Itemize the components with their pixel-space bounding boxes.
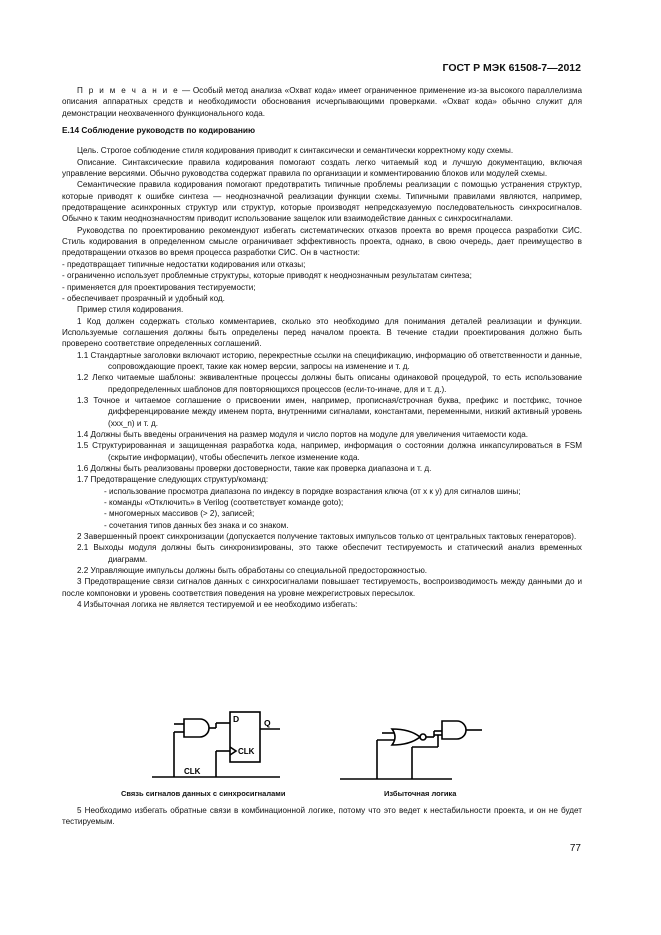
ff-q-label: Q xyxy=(264,718,271,728)
main-content xyxy=(62,85,582,610)
item-3: 3 Предотвращение связи сигналов данных с синхросигналами повышает тестируемость, воспроизводимость между данными до и после компоновки и уровень соответствия поведения на уровне межрегистровых пересылок. xyxy=(62,577,582,598)
note-label: П р и м е ч а н и е xyxy=(77,86,180,95)
right-figure-caption: Избыточная логика xyxy=(384,789,457,798)
note-text: — Особый метод анализа «Охват кода» имеет ограниченное применение из-за высокого параллелизма описания аппаратных средств и необходимости обоснования исчерпывающими проверками. «Охват кода» обычно служит для демонстрации неохваченного функционального кода. xyxy=(62,86,582,118)
structure-item: - сочетания типов данных без знака и со знаком. xyxy=(62,520,582,531)
subitem: 1.7 Предотвращение следующих структур/команд: xyxy=(77,475,269,485)
subitem: 1.1 Стандартные заголовки включают историю, перекрестные ссылки на спецификацию, информацию об ответственности и данные, сопровождающие проект, такие как номер версии, запросы на изменение и т. д. xyxy=(77,350,582,371)
page-number: 77 xyxy=(569,843,581,854)
semantic-paragraph: Семантические правила кодирования помогают предотвратить типичные проблемы реализации с помощью устранения структур, которые приводят к ошибке синтеза — неоднозначной реализации функции схемы. Типичными правилами являются, например, предотвращение асинхронных структур или структур, которые производят непредсказуемую последовательность синхросигналов. Обычно к таким неоднозначностям приводит использование защелок или взаимодействие данных с синхросигналами. xyxy=(62,180,582,224)
guides-paragraph: Руководства по проектированию рекомендуют избегать систематических отказов проекта во время процесса разработки СИС. Стиль кодирования в определенном смысле ограничивает эффективность проекта, однако, в свою очередь, дает преимущество в предотвращении отказов во время процесса разработки СИС. Он в частности: xyxy=(62,225,582,258)
structure-item: - использование просмотра диапазона по индексу в порядке возрастания ключа (от x к y) для сигналов шины; xyxy=(62,486,582,497)
item-4: 4 Избыточная логика не является тестируемой и ее необходимо избегать: xyxy=(77,600,358,610)
note-paragraph xyxy=(62,85,582,119)
bottom-clk-label: CLK xyxy=(184,767,201,776)
bullet-item: - применяется для проектирования тестируемости; xyxy=(62,282,582,293)
and-gate-shape xyxy=(184,719,209,737)
structure-item: - многомерных массивов (> 2), записей; xyxy=(62,508,582,519)
nor-gate-shape xyxy=(392,729,420,745)
subitem: 1.4 Должны быть введены ограничения на размер модуля и число портов на модуле для увеличения читаемости кода. xyxy=(77,429,528,439)
ff-d-label: D xyxy=(233,714,240,724)
bullet-item: - обеспечивает прозрачный и удобный код. xyxy=(62,293,582,304)
structure-item: - команды «Отключить» в Verilog (соответствует команде goto); xyxy=(62,497,582,508)
subitem: 1.5 Структурированная и защищенная разработка кода, например, информация о состоянии должна инкапсулироваться в FSM (скрытие информации), чтобы обеспечить легкое изменение кода. xyxy=(77,441,582,462)
ff-clk-label: CLK xyxy=(238,747,255,756)
example-heading: Пример стиля кодирования. xyxy=(77,305,184,315)
item-1: 1 Код должен содержать столько комментариев, сколько это необходимо для понимания деталей реализации и функции. Используемые соглашения должны быть определены перед началом проекта. В течение стадии проектирования должно быть проверено соответствие определенных соглашений. xyxy=(62,316,582,349)
left-figure xyxy=(152,712,280,777)
item-5: 5 Необходимо избегать обратные связи в комбинационной логике, потому что это ведет к нестабильности проекта, и он не будет тестируемым. xyxy=(62,806,582,827)
subitem: 1.3 Точное и читаемое соглашение о присвоении имен, например, прописная/строчная буква, префикс и постфикс, точное дифференцирование между именем порта, внутренними сигналами, константами, переменными, низкий активный уровень (xxx_n) и т. д. xyxy=(77,395,582,428)
subitem: 2.1 Выходы модуля должны быть синхронизированы, это также обеспечит тестируемость и статический анализ временных диаграмм. xyxy=(77,543,582,564)
bullet-item: - ограниченно использует проблемные структуры, которые приводят к неоднозначным результатам синтеза; xyxy=(62,270,582,281)
description-paragraph: Описание. Синтаксические правила кодирования помогают создать легко читаемый код и лучшую документацию, включая управление версиями. Обычно руководства содержат правила по организации и комментированию блоков или модулей схемы. xyxy=(62,157,582,179)
item-2: 2 Завершенный проект синхронизации (допускается получение тактовых импульсов только от центральных тактовых генераторов). xyxy=(77,532,577,542)
left-figure-caption: Связь сигналов данных с синхросигналами xyxy=(121,789,286,798)
goal-paragraph: Цель. Строгое соблюдение стиля кодирования приводит к синтаксически и семантически корректному коду схемы. xyxy=(77,146,514,156)
section-title: Е.14 Соблюдение руководств по кодированию xyxy=(62,125,256,136)
and-gate-right xyxy=(442,721,466,739)
standard-header: ГОСТ Р МЭК 61508-7—2012 xyxy=(442,62,581,74)
subitem: 2.2 Управляющие импульсы должны быть обработаны со специальной предосторожностью. xyxy=(77,566,428,576)
right-figure xyxy=(340,721,482,779)
subitem: 1.6 Должны быть реализованы проверки достоверности, такие как проверка диапазона и т. д. xyxy=(77,464,432,473)
after-figures xyxy=(62,805,582,828)
bullet-item: - предотвращает типичные недостатки кодирования или отказы; xyxy=(62,259,582,270)
subitem: 1.2 Легко читаемые шаблоны: эквивалентные процессы должны быть описаны одинаковой процедурой, то есть использование предопределенных шаблонов для повторяющихся процессов (если-то-иначе, для и т. д.). xyxy=(77,373,582,394)
